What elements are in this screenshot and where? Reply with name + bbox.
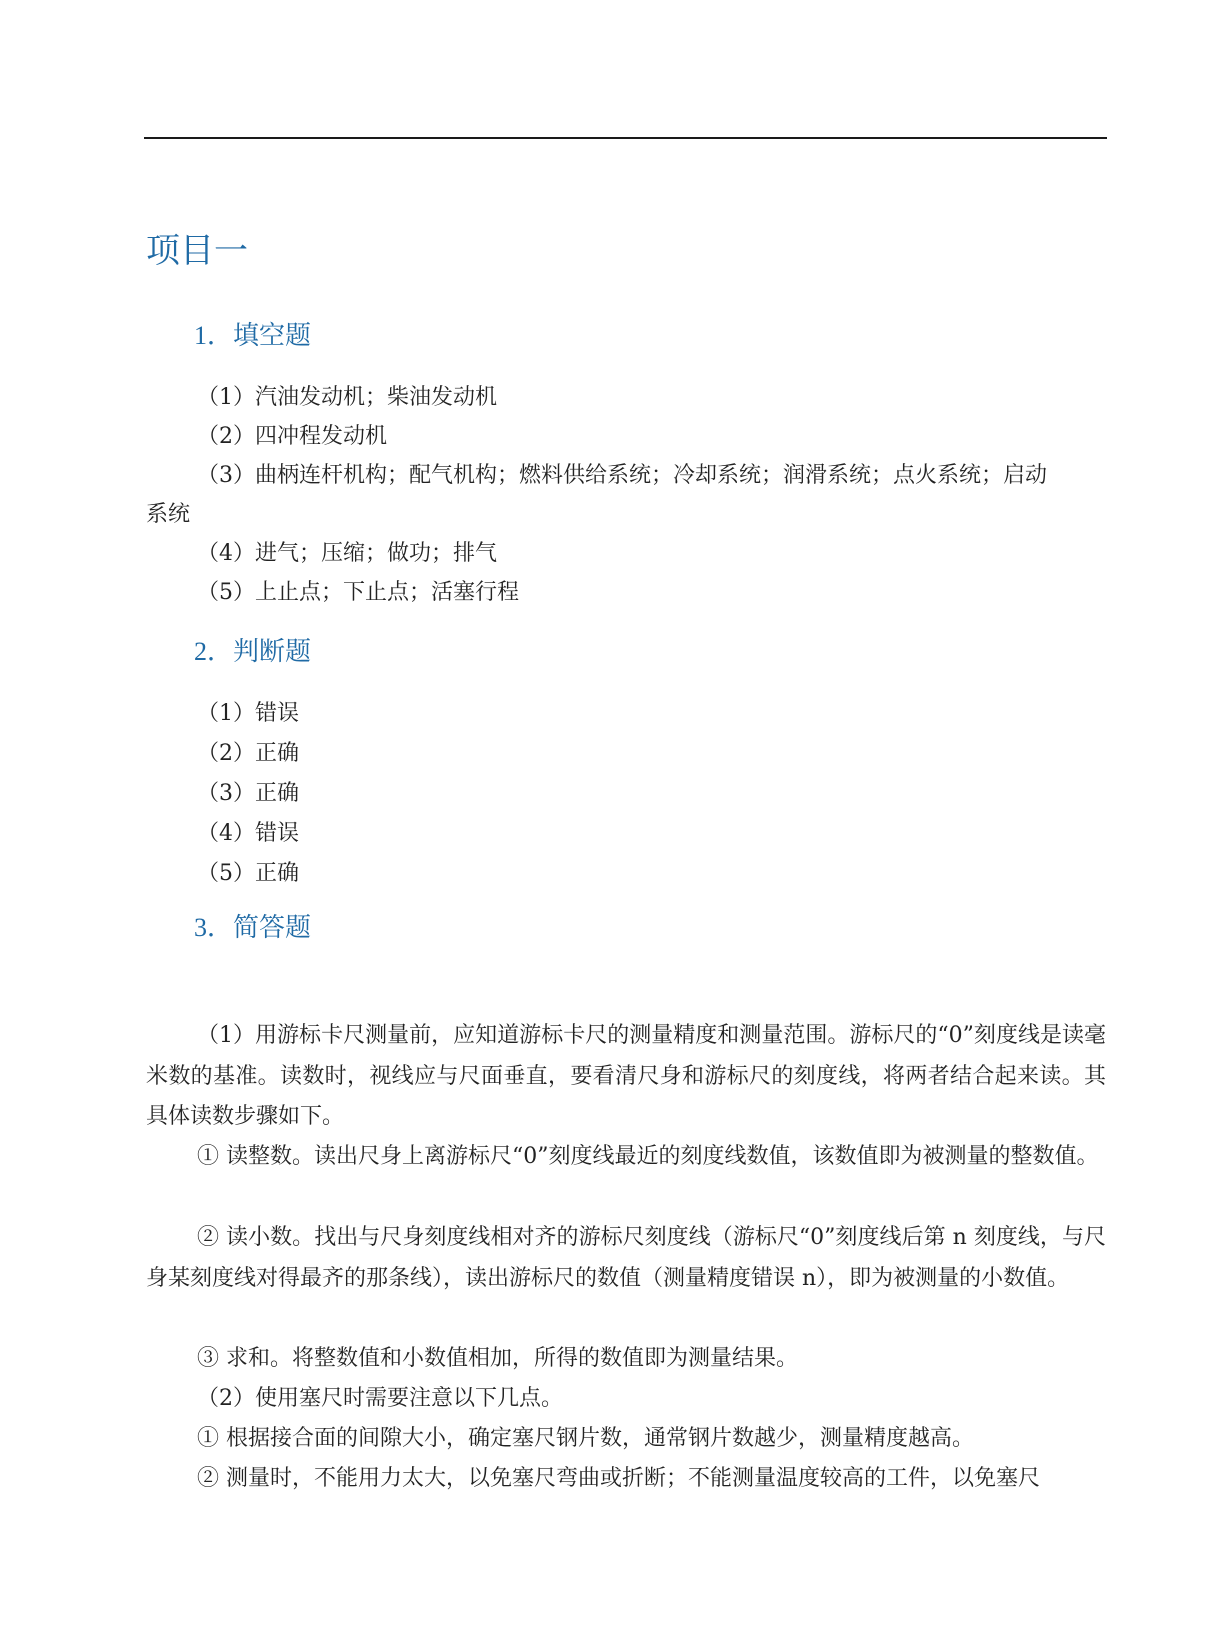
answer-item: （5）正确 [197,861,299,886]
answer-paragraph: （1）用游标卡尺测量前，应知道游标卡尺的测量精度和测量范围。游标尺的“0”刻度线是读毫米数的基准。读数时，视线应与尺面垂直，要看清尺身和游标尺的刻度线，将两者结合起来读。其具体读数步骤如下。 [146,1023,1106,1129]
answer-item: （4）进气；压缩；做功；排气 [197,541,497,566]
answer-item: （1）汽油发动机；柴油发动机 [197,385,497,410]
answer-item: （4）错误 [197,821,299,846]
section-heading-true-false [194,632,311,672]
answer-item: （5）上止点；下止点；活塞行程 [197,580,519,605]
header-rule [144,137,1107,139]
section-heading-fill-blank [194,316,311,356]
answer-paragraph: ① 读整数。读出尺身上离游标尺“0”刻度线最近的刻度线数值，该数值即为被测量的整数值。 [197,1144,1099,1169]
answer-paragraph: （2）使用塞尺时需要注意以下几点。 [197,1386,563,1411]
answer-paragraph: ① 根据接合面的间隙大小，确定塞尺钢片数，通常钢片数越少，测量精度越高。 [197,1426,974,1451]
answer-item: （3）正确 [197,781,299,806]
answer-item: （2）正确 [197,741,299,766]
answer-item-continuation: 系统 [146,502,191,527]
answer-paragraph: ② 读小数。找出与尺身刻度线相对齐的游标尺刻度线（游标尺“0”刻度线后第 n 刻度线，与尺身某刻度线对得最齐的那条线），读出游标尺的数值（测量精度错误 n），即为被测量的小数值。 [146,1225,1106,1291]
section-number: 3． [194,913,234,942]
section-title: 判断题 [233,637,312,667]
section-title: 填空题 [233,321,312,351]
answer-item: （1）错误 [197,701,299,726]
page-title: 项目一 [146,231,248,271]
section-number: 1． [194,321,234,350]
section-title: 简答题 [233,913,312,943]
answer-item: （2）四冲程发动机 [197,424,387,449]
section-heading-short-answer [194,908,311,948]
answer-paragraph: ② 测量时，不能用力太大，以免塞尺弯曲或折断；不能测量温度较高的工件，以免塞尺 [197,1466,1040,1491]
answer-item: （3）曲柄连杆机构；配气机构；燃料供给系统；冷却系统；润滑系统；点火系统；启动 [197,463,1047,488]
section-number: 2． [194,637,234,666]
answer-paragraph: ③ 求和。将整数值和小数值相加，所得的数值即为测量结果。 [197,1346,798,1371]
